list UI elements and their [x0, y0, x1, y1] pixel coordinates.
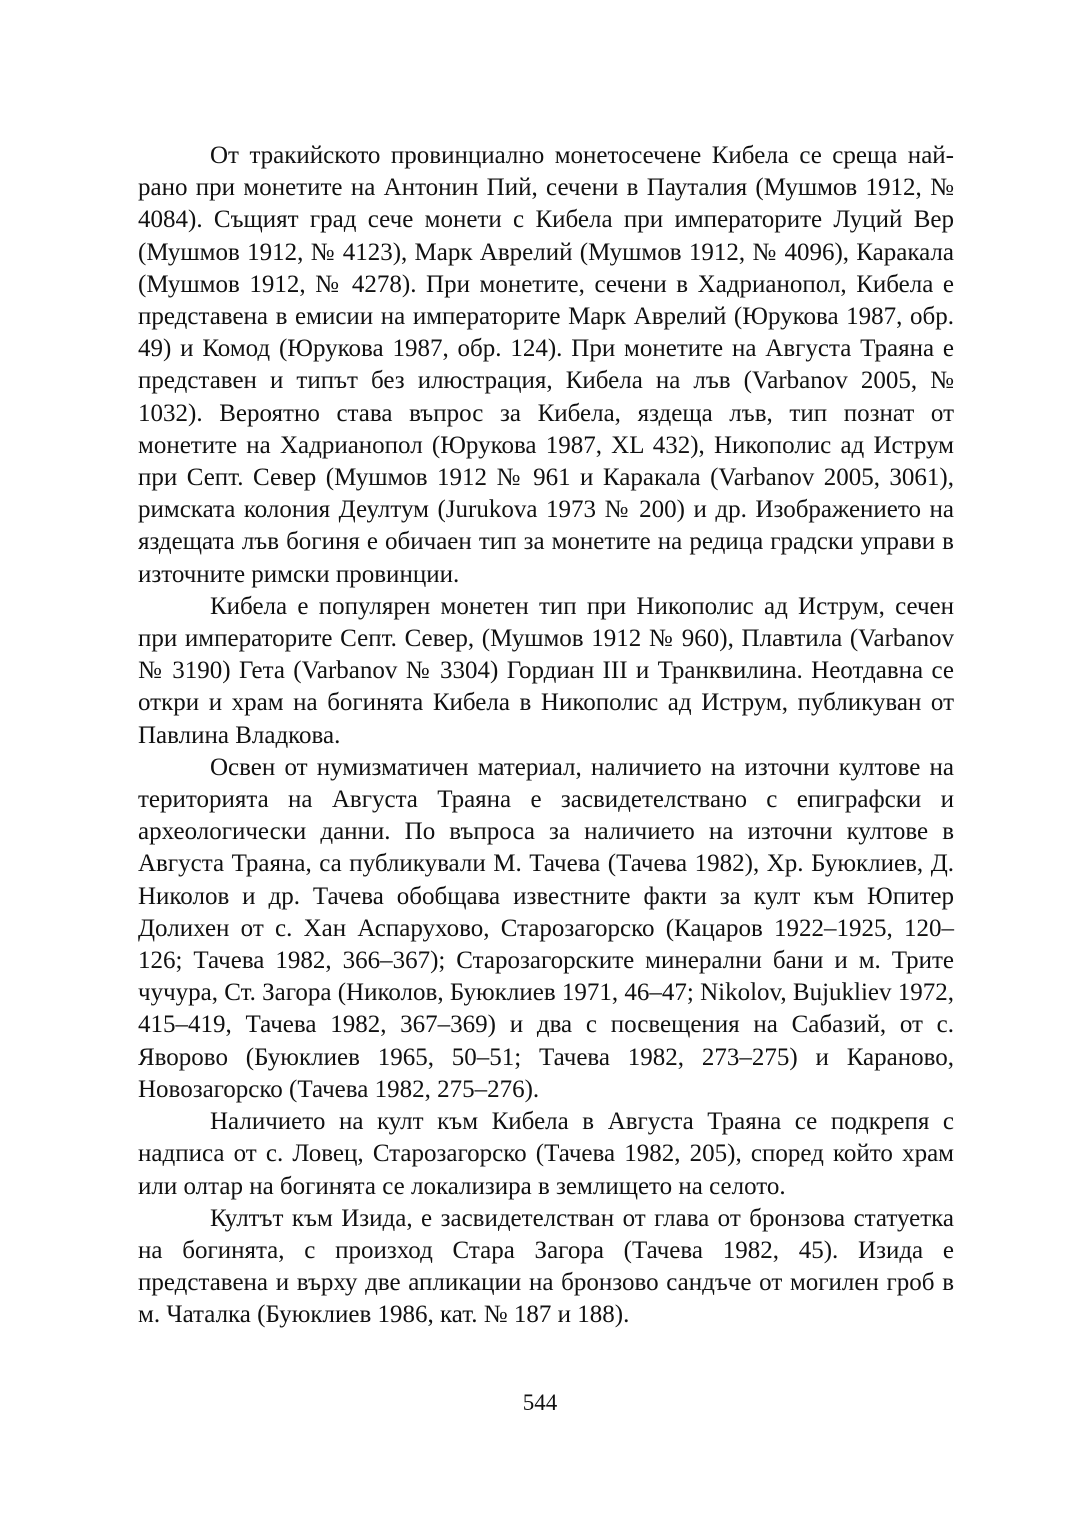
page-number: 544	[522, 1390, 558, 1415]
paragraph-cybele-thracian-coinage: От тракийското провинциално монетосечене Кибела се среща най-рано при монетите на Антонин Пий, сечени в Пауталия (Мушмов 1912, № 4084). Същият град сече монети с Кибела при императорите Луций Вер (Мушмов 1912, № 4123), Марк Аврелий (Мушмов 1912, № 4096), Каракала (Мушмов 1912, № 4278). При монетите, сечени в Хадрианопол, Кибела е представена в емисии на императорите Марк Аврелий (Юрукова 1987, обр. 49) и Комод (Юрукова 1987, обр. 124). При монетите на Августа Траяна е представен и типът без илюстрация, Кибела на лъв (Varbanov 2005, № 1032). Вероятно става въпрос за Кибела, яздеща лъв, тип познат от монетите на Хадрианопол (Юрукова 1987, XL 432), Никополис ад Иструм при Септ. Север (Мушмов 1912 № 961 и Каракала (Varbanov 2005, 3061), римската колония Деултум (Jurukova 1973 № 200) и др. Изображението на яздещата лъв богиня е обичаен тип за монетите на редица градски управи в източните римски провинции.	[138, 142, 954, 588]
page-body	[138, 140, 954, 1332]
paragraph-eastern-cults: Освен от нумизматичен материал, наличието на източни култове на територията на Августа Траяна е засвидетелствано с епиграфски и археологически данни. По въпроса за наличието на източни култове в Августа Траяна, са публикували М. Тачева (Тачева 1982), Хр. Буюклиев, Д. Николов и др. Тачева обобщава известните факти за култ към Юпитер Долихен от с. Хан Аспарухово, Старозагорско (Кацаров 1922–1925, 120–126; Тачева 1982, 366–367); Старозагорските минерални бани и м. Трите чучура, Ст. Загора (Николов, Буюклиев 1971, 46–47; Nikolov, Bujukliev 1972, 415–419, Тачева 1982, 367–369) и два с посвещения на Сабазий, от с. Яворово (Буюклиев 1965, 50–51; Тачева 1982, 273–275) и Караново, Новозагорско (Тачева 1982, 275–276).	[138, 753, 955, 1103]
paragraph-isis-cult: Култът към Изида, е засвидетелстван от глава от бронзова статуетка на богинята, с произход Стара Загора (Тачева 1982, 45). Изида е представена и върху две апликации на бронзово сандъче от могилен гроб в м. Чаталка (Буюклиев 1986, кат. № 187 и 188).	[138, 1204, 954, 1329]
paragraph-cybele-nicopolis: Кибела е популярен монетен тип при Никополис ад Иструм, сечен при императорите Септ. Север, (Мушмов 1912 № 960), Плавтила (Varbanov № 3190) Гета (Varbanov № 3304) Гордиан III и Транквилина. Неотдавна се откри и храм на богинята Кибела в Никополис ад Иструм, публикуван от Павлина Владкова.	[138, 592, 954, 749]
paragraph-cybele-inscription: Наличието на култ към Кибела в Августа Траяна се подкрепя с надписа от с. Ловец, Старозагорско (Тачева 1982, 205), според който храм или олтар на богинята се локализира в землището на селото.	[138, 1108, 954, 1200]
